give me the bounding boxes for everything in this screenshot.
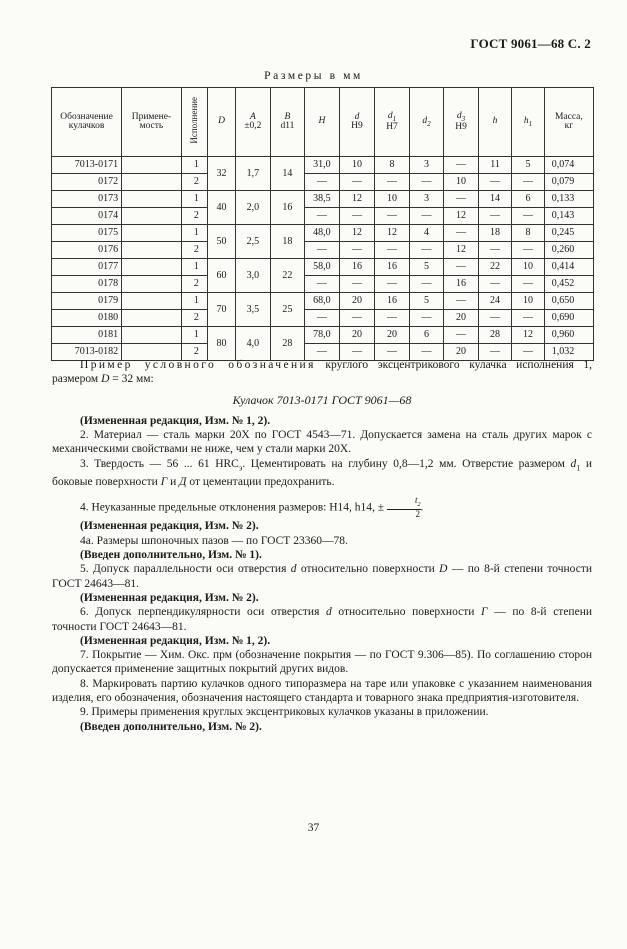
table-cell: —	[305, 242, 340, 259]
table-cell: 2,0	[236, 191, 271, 225]
col-H: H	[305, 88, 340, 157]
table-cell: 20	[339, 327, 375, 344]
table-cell: 0176	[52, 242, 122, 259]
table-cell: 7013-0171	[52, 157, 122, 174]
table-cell: 12	[339, 191, 375, 208]
table-cell: —	[478, 310, 511, 327]
paragraph-3: 3. Твердость — 56 ... 61 $HRC_э$. Цементировать на глубину 0,8—1,2 мм. Отверстие размером $d_1$ и боковые поверхности Г и Д от цементации предохранить.	[52, 457, 592, 489]
table-cell: —	[478, 208, 511, 225]
table-row	[52, 191, 594, 208]
table-cell: 0,245	[544, 225, 593, 242]
edit-note: (Измененная редакция, Изм. № 1, 2).	[80, 414, 271, 427]
table-cell: —	[409, 310, 444, 327]
table-cell: 12	[444, 208, 479, 225]
table-cell: 2,5	[236, 225, 271, 259]
table-cell: —	[305, 208, 340, 225]
table-cell: 1	[181, 191, 207, 208]
table-cell: 8	[512, 225, 544, 242]
table-cell: 18	[478, 225, 511, 242]
paragraph-6: 6. Допуск перпендикулярности оси отверстия d относительно поверхности Г — по 8-й степени точности ГОСТ 24643—81.	[52, 606, 592, 633]
table-cell: 10	[375, 191, 410, 208]
table-cell: —	[305, 174, 340, 191]
table-cell: 12	[339, 225, 375, 242]
table-cell: 0175	[52, 225, 122, 242]
table-cell: 7013-0182	[52, 344, 122, 361]
table-row	[52, 259, 594, 276]
table-cell: 2	[181, 242, 207, 259]
table-cell: 0,452	[544, 276, 593, 293]
table-cell: 0179	[52, 293, 122, 310]
table-row	[52, 225, 594, 242]
table-cell: 0,079	[544, 174, 593, 191]
table-cell: 1	[181, 259, 207, 276]
edit-note: (Измененная редакция, Изм. № 2).	[80, 520, 259, 533]
table-cell: 2	[181, 310, 207, 327]
table-cell: 20	[444, 344, 479, 361]
table-cell: 48,0	[305, 225, 340, 242]
table-cell: 0,074	[544, 157, 593, 174]
table-cell: 1,7	[236, 157, 271, 191]
table-cell	[122, 293, 182, 310]
table-cell: 4,0	[236, 327, 271, 361]
col-A: A ±0,2	[236, 88, 271, 157]
table-cell: 14	[478, 191, 511, 208]
table-cell: 1	[181, 327, 207, 344]
paragraph-4a: 4а. Размеры шпоночных пазов — по ГОСТ 23360—78.	[80, 534, 348, 547]
table-cell: 32	[207, 157, 235, 191]
table-cell: —	[375, 344, 410, 361]
table-cell: 20	[444, 310, 479, 327]
table-cell: 0174	[52, 208, 122, 225]
table-cell: 2	[181, 344, 207, 361]
table-cell: 78,0	[305, 327, 340, 344]
table-cell: —	[444, 259, 479, 276]
table-cell: 11	[478, 157, 511, 174]
table-row	[52, 174, 594, 191]
table-cell: —	[512, 174, 544, 191]
table-cell: 1	[181, 157, 207, 174]
table-cell: 0,690	[544, 310, 593, 327]
table-cell: 0,133	[544, 191, 593, 208]
edit-note: (Введен дополнительно, Изм. № 1).	[80, 549, 262, 562]
table-cell: 4	[409, 225, 444, 242]
table-cell: 16	[270, 191, 305, 225]
edit-note: (Измененная редакция, Изм. № 2).	[80, 591, 259, 604]
table-cell: 5	[409, 293, 444, 310]
table-cell: 3	[409, 191, 444, 208]
table-row	[52, 242, 594, 259]
table-cell	[122, 225, 182, 242]
col-applicability: Примене- мость	[122, 88, 182, 157]
table-caption: Размеры в мм	[264, 70, 363, 82]
table-row	[52, 293, 594, 310]
table-cell: 16	[444, 276, 479, 293]
paragraph-9: 9. Примеры применения круглых эксцентриковых кулачков указаны в приложении.	[80, 706, 489, 719]
table-cell: —	[444, 191, 479, 208]
table-cell: 6	[409, 327, 444, 344]
table-cell: —	[512, 276, 544, 293]
col-d2: $d_2$	[409, 88, 444, 157]
table-cell: —	[375, 208, 410, 225]
table-cell: 25	[270, 293, 305, 327]
example-designation: Кулачок 7013-0171 ГОСТ 9061—68	[232, 392, 412, 407]
col-B: B d11	[270, 88, 305, 157]
table-cell: 0,260	[544, 242, 593, 259]
table-cell: —	[375, 276, 410, 293]
table-cell: 14	[270, 157, 305, 191]
table-cell: 1	[181, 293, 207, 310]
table-cell	[122, 259, 182, 276]
table-cell: —	[478, 276, 511, 293]
table-cell: —	[339, 276, 375, 293]
table-cell: 0177	[52, 259, 122, 276]
col-D: D	[207, 88, 235, 157]
table-cell	[122, 174, 182, 191]
table-cell: —	[339, 344, 375, 361]
table-cell: —	[409, 208, 444, 225]
table-cell: —	[409, 174, 444, 191]
col-d3: $d_3$ H9	[444, 88, 479, 157]
table-cell: 8	[375, 157, 410, 174]
table-cell: 2	[181, 276, 207, 293]
paragraph-7: 7. Покрытие — Хим. Окс. прм (обозначение покрытия — по ГОСТ 9.306—85). По соглашению сторон допускается применение защитных покрытий других видов.	[52, 649, 592, 676]
table-cell: 0172	[52, 174, 122, 191]
edit-note: (Введен дополнительно, Изм. № 2).	[80, 720, 262, 733]
table-cell: 16	[375, 293, 410, 310]
table-cell: 31,0	[305, 157, 340, 174]
table-cell: 1,032	[544, 344, 593, 361]
table-cell: —	[375, 310, 410, 327]
table-cell: 70	[207, 293, 235, 327]
col-h: h	[478, 88, 511, 157]
table-cell: —	[305, 276, 340, 293]
table-cell: —	[444, 157, 479, 174]
table-cell: 38,5	[305, 191, 340, 208]
col-designation: Обозначение кулачков	[52, 88, 122, 157]
table-cell: —	[339, 310, 375, 327]
example-intro: Пример условного обозначения круглого эксцентрикового кулачка исполнения 1, размером D = 32 мм:	[52, 359, 593, 386]
table-cell: —	[512, 310, 544, 327]
col-mass: Масса, кг	[544, 88, 593, 157]
table-cell: 3,0	[236, 259, 271, 293]
paragraph-2: 2. Материал — сталь марки 20Х по ГОСТ 4543—71. Допускается замена на сталь других марок с механическими свойствами не ниже, чем у стали марки 20Х.	[52, 429, 592, 456]
table-cell: —	[339, 208, 375, 225]
table-cell: 0173	[52, 191, 122, 208]
table-cell: 0,650	[544, 293, 593, 310]
dimensions-table	[51, 87, 594, 361]
table-cell: 10	[512, 259, 544, 276]
table-row	[52, 157, 594, 174]
table-body	[52, 157, 594, 361]
table-cell: 20	[339, 293, 375, 310]
table-cell: 50	[207, 225, 235, 259]
table-cell: —	[305, 310, 340, 327]
table-cell: —	[339, 174, 375, 191]
table-cell: 22	[478, 259, 511, 276]
table-cell: —	[444, 225, 479, 242]
table-cell: 5	[512, 157, 544, 174]
table-cell: 12	[512, 327, 544, 344]
table-cell: 16	[339, 259, 375, 276]
table-cell: 12	[375, 225, 410, 242]
table-cell	[122, 242, 182, 259]
table-row	[52, 208, 594, 225]
table-cell: 28	[270, 327, 305, 361]
table-cell: 0180	[52, 310, 122, 327]
table-cell: 16	[375, 259, 410, 276]
table-cell	[122, 327, 182, 344]
table-cell: 1	[181, 225, 207, 242]
table-cell: 0178	[52, 276, 122, 293]
table-cell: 10	[339, 157, 375, 174]
table-cell: —	[512, 344, 544, 361]
table-cell: —	[375, 242, 410, 259]
table-cell: —	[478, 242, 511, 259]
table-cell: 68,0	[305, 293, 340, 310]
table-cell: —	[409, 344, 444, 361]
table-cell: —	[512, 208, 544, 225]
paragraph-8: 8. Маркировать партию кулачков одного типоразмера на таре или упаковке с указанием наименования изделия, его обозначения, обозначения настоящего стандарта и товарного знака предприятия-изготовителя.	[52, 677, 592, 705]
table-cell: 60	[207, 259, 235, 293]
col-d: d H9	[339, 88, 375, 157]
document-body	[52, 358, 592, 734]
table-cell: 6	[512, 191, 544, 208]
col-execution: Исполнение	[181, 88, 207, 157]
table-row	[52, 276, 594, 293]
table-cell: 24	[478, 293, 511, 310]
table-cell: —	[478, 344, 511, 361]
table-cell: —	[305, 344, 340, 361]
table-cell	[122, 208, 182, 225]
table-cell: 3	[409, 157, 444, 174]
table-cell: 5	[409, 259, 444, 276]
table-cell: 12	[444, 242, 479, 259]
table-cell: 0181	[52, 327, 122, 344]
table-cell: 18	[270, 225, 305, 259]
table-cell	[122, 276, 182, 293]
table-cell: 58,0	[305, 259, 340, 276]
table-cell: 0,960	[544, 327, 593, 344]
table-cell: 28	[478, 327, 511, 344]
table-cell: 10	[444, 174, 479, 191]
table-cell: —	[512, 242, 544, 259]
table-cell: 2	[181, 174, 207, 191]
table-cell: —	[409, 276, 444, 293]
table-row	[52, 310, 594, 327]
table-cell: —	[478, 174, 511, 191]
table-cell: 80	[207, 327, 235, 361]
table-cell	[122, 191, 182, 208]
document-header: ГОСТ 9061—68 С. 2	[470, 36, 591, 51]
table-cell: 0,143	[544, 208, 593, 225]
table-cell: —	[444, 293, 479, 310]
table-cell: —	[444, 327, 479, 344]
table-row	[52, 327, 594, 344]
table-cell: 10	[512, 293, 544, 310]
table-cell: —	[375, 174, 410, 191]
table-header-row	[52, 88, 594, 157]
table-cell	[122, 310, 182, 327]
edit-note: (Измененная редакция, Изм. № 1, 2).	[80, 634, 271, 647]
table-cell: 3,5	[236, 293, 271, 327]
table-cell: 22	[270, 259, 305, 293]
table-cell: —	[339, 242, 375, 259]
table-cell: 40	[207, 191, 235, 225]
col-d1: $d_1$ H7	[375, 88, 410, 157]
paragraph-5: 5. Допуск параллельности оси отверстия d относительно поверхности D — по 8-й степени точности ГОСТ 24643—81.	[52, 563, 593, 590]
table-cell: 2	[181, 208, 207, 225]
paragraph-4: 4. Неуказанные предельные отклонения размеров: H14, h14, ± $\frac{t_2}{2}$ .	[80, 494, 424, 520]
page-number: 37	[307, 822, 320, 834]
table-cell: 0,414	[544, 259, 593, 276]
table-cell: 20	[375, 327, 410, 344]
table-cell: —	[409, 242, 444, 259]
table-cell	[122, 157, 182, 174]
col-h1: $h_1$	[512, 88, 544, 157]
